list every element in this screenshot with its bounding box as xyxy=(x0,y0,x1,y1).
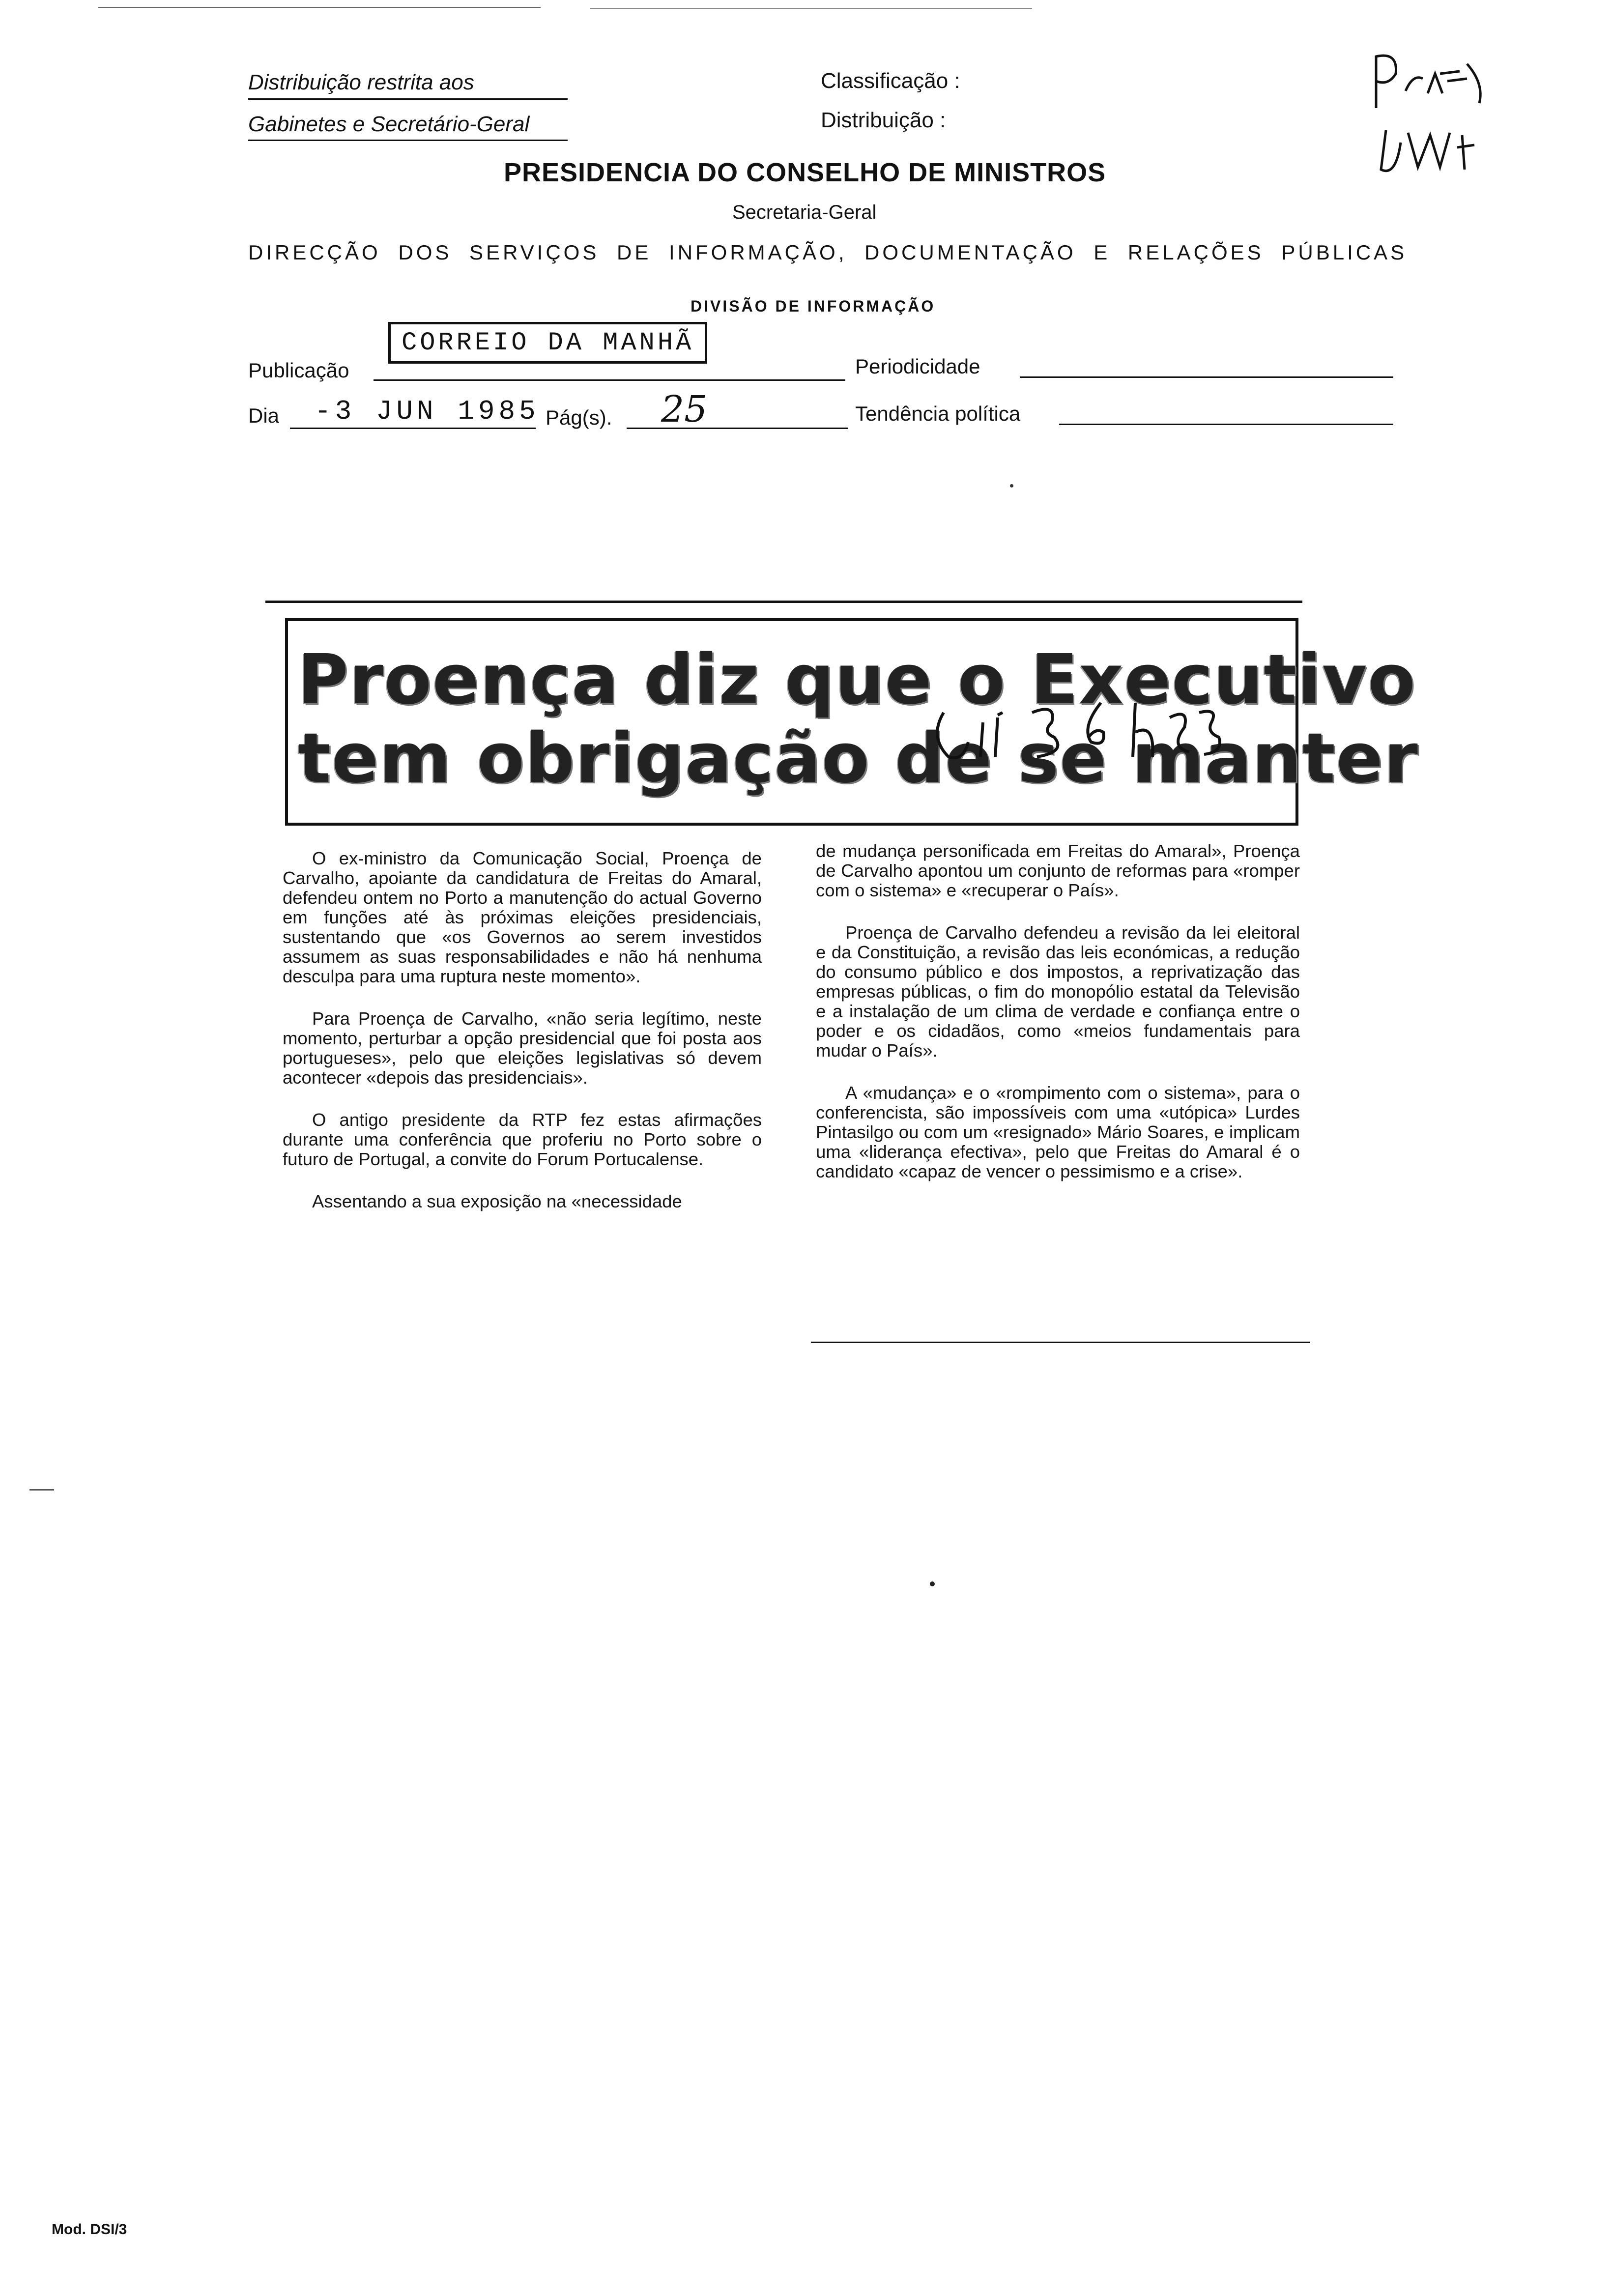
speck xyxy=(29,1489,54,1491)
divisao-line: DIVISÃO DE INFORMAÇÃO xyxy=(691,297,936,315)
periodicidade-label: Periodicidade xyxy=(855,355,980,378)
article-paragraph: Para Proença de Carvalho, «não seria legítimo, neste momento, perturbar a opção presidencial que foi posta aos portugueses», pelo que eleições legislativas só devem acontecer «depois das presidenciais». xyxy=(283,1008,762,1088)
handwritten-note xyxy=(1361,44,1509,177)
tendencia-underline xyxy=(1059,424,1393,425)
dia-underline xyxy=(290,428,536,429)
article-column-2 xyxy=(816,841,1300,1204)
distribution-restriction-line2: Gabinetes e Secretário-Geral xyxy=(248,112,530,136)
publication-stamp: CORREIO DA MANHÃ xyxy=(388,322,707,364)
pags-value: 25 xyxy=(661,388,708,430)
speck xyxy=(1010,484,1013,488)
article-paragraph: A «mudança» e o «rompimento com o sistema», para o conferencista, são impossíveis com uma «utópica» Lurdes Pintasilgo ou com um «resignado» Mário Soares, e implicam uma «liderança efectiva», pelo que Freitas do Amaral é o candidato «capaz de vencer o pessimismo e a crise». xyxy=(816,1083,1300,1181)
article-paragraph: O ex-ministro da Comunicação Social, Proença de Carvalho, apoiante da candidatura de Freitas do Amaral, defendeu ontem no Porto a manutenção do actual Governo em funções até às próximas eleições presidenciais, sustentando que «os Governos ao serem investidos assumem as suas responsabilidades e não há nenhuma desculpa para uma ruptura neste momento». xyxy=(283,848,762,986)
underline xyxy=(248,98,568,100)
classificacao-label: Classificação : xyxy=(821,69,960,93)
underline xyxy=(248,140,568,141)
clipping-bottom-rule xyxy=(811,1342,1310,1343)
article-column-1 xyxy=(283,849,762,1234)
periodicidade-underline xyxy=(1020,376,1393,378)
headline-line2: tem obrigação de se manter xyxy=(298,718,1419,799)
article-paragraph: Assentando a sua exposição na «necessidade xyxy=(312,1191,682,1211)
direccao-line: DIRECÇÃO DOS SERVIÇOS DE INFORMAÇÃO, DOCUMENTAÇÃO E RELAÇÕES PÚBLICAS xyxy=(248,241,1408,264)
article-paragraph: O antigo presidente da RTP fez estas afirmações durante uma conferência que proferiu no Porto sobre o futuro de Portugal, a convite do Forum Portucalense. xyxy=(283,1110,762,1169)
publicacao-label: Publicação xyxy=(248,359,349,382)
distribuicao-label: Distribuição : xyxy=(821,108,946,132)
page-subtitle: Secretaria-Geral xyxy=(732,201,877,223)
publicacao-underline xyxy=(374,379,845,381)
article-paragraph: de mudança personificada em Freitas do Amaral», Proença de Carvalho apontou um conjunto de reformas para «romper com o sistema» e «recuperar o País». xyxy=(816,841,1300,900)
dia-label: Dia xyxy=(248,404,280,427)
scan-edge-line xyxy=(98,7,541,8)
pags-underline xyxy=(627,428,848,429)
form-model-code: Mod. DSI/3 xyxy=(52,2221,127,2238)
page-title: PRESIDENCIA DO CONSELHO DE MINISTROS xyxy=(504,158,1106,187)
distribution-restriction-line1: Distribuição restrita aos xyxy=(248,70,474,94)
headline-line1: Proença diz que o Executivo xyxy=(298,640,1416,720)
article-paragraph: Proença de Carvalho defendeu a revisão da lei eleitoral e da Constituição, a revisão das leis económicas, a redução do consumo público e dos impostos, a reprivatização das empresas públicas, o fim do monopólio estatal da Televisão e a instalação de um clima de verdade e confiança entre o poder e os cidadãos, como «meios fundamentais para mudar o País». xyxy=(816,922,1300,1061)
scan-edge-line xyxy=(590,8,1032,9)
pags-label: Pág(s). xyxy=(546,406,612,429)
handwritten-annotation xyxy=(924,683,1297,781)
tendencia-label: Tendência política xyxy=(855,402,1021,425)
speck xyxy=(930,1581,935,1586)
date-stamp: -3 JUN 1985 xyxy=(315,396,540,427)
clipping-top-rule xyxy=(265,601,1302,603)
